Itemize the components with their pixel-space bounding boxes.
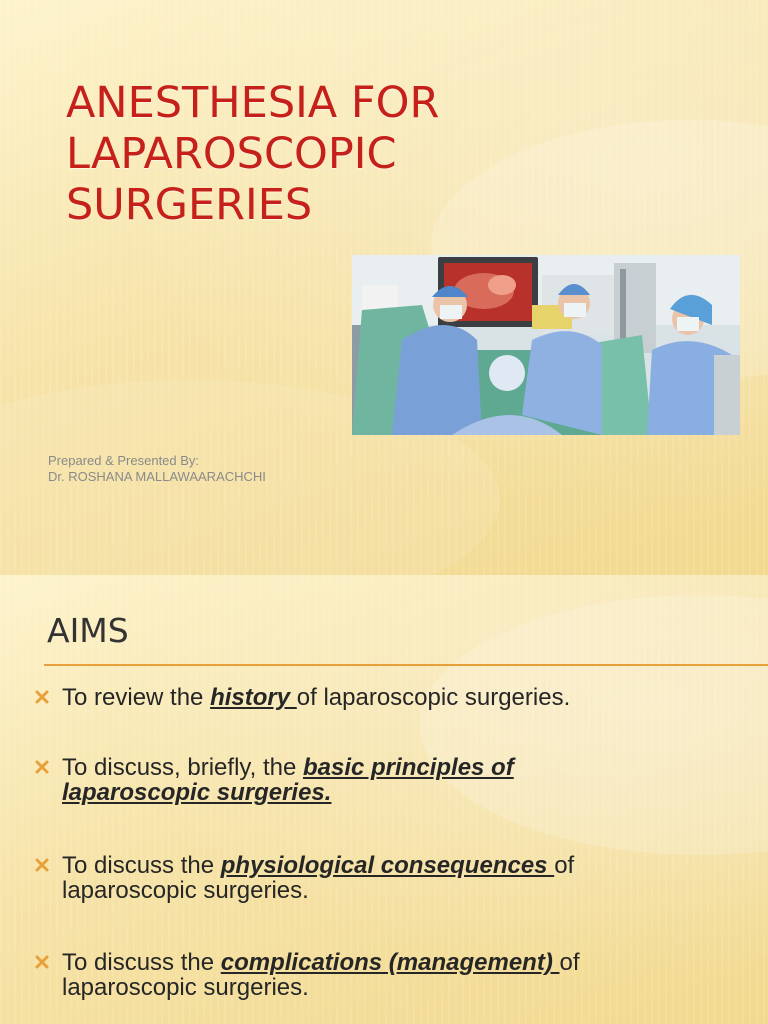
heading-underline xyxy=(44,664,768,666)
bullet-text: To discuss the xyxy=(62,852,221,879)
surgery-photo-illustration xyxy=(352,255,740,435)
title-line: LAPAROSCOPIC xyxy=(66,129,397,179)
bullet-emphasis: basic principles of laparoscopic surgeries. xyxy=(62,754,514,806)
presenter-label: Prepared & Presented By: xyxy=(48,453,200,468)
bullet-emphasis: history xyxy=(210,684,297,711)
title-line: SURGERIES xyxy=(66,180,313,230)
background-swoosh xyxy=(420,595,768,855)
bullet-text: of laparoscopic surgeries. xyxy=(62,852,575,904)
surgery-photo xyxy=(352,255,740,435)
title-line: ANESTHESIA FOR xyxy=(66,78,440,128)
bullet-text: of laparoscopic surgeries. xyxy=(62,949,580,1001)
bullet-text: To discuss, briefly, the xyxy=(62,754,303,781)
slide-title xyxy=(66,78,506,231)
aims-slide xyxy=(0,575,768,1024)
bullet-text: To review the xyxy=(62,684,211,711)
presenter-name: Dr. ROSHANA MALLAWAARACHCHI xyxy=(48,469,266,484)
bullet-text: of laparoscopic surgeries. xyxy=(296,684,571,711)
x-mark-icon xyxy=(34,954,50,970)
x-mark-icon xyxy=(34,857,50,873)
bullet-text: To discuss the xyxy=(62,949,221,976)
x-mark-icon xyxy=(34,689,50,705)
bullet-emphasis: complications (management) xyxy=(220,949,560,976)
aims-heading: AIMS xyxy=(47,611,129,650)
presenter-credit xyxy=(48,453,266,485)
x-mark-icon xyxy=(34,759,50,775)
bullet-emphasis: physiological consequences xyxy=(220,852,555,879)
